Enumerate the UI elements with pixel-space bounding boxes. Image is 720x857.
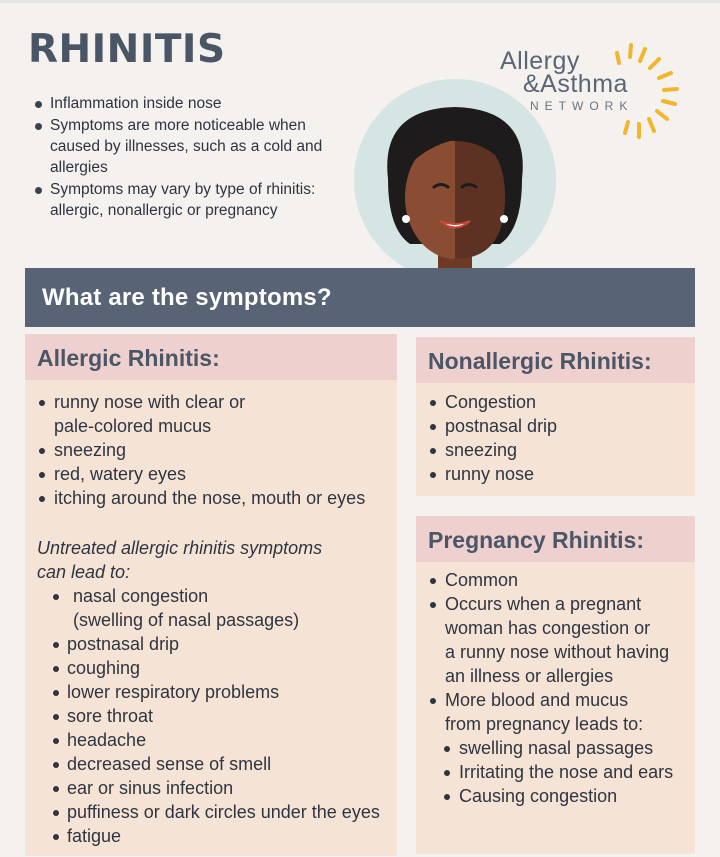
intro-list xyxy=(33,93,353,222)
panel-header xyxy=(416,516,695,562)
list-item: headache xyxy=(51,728,396,752)
banner-heading: What are the symptoms? xyxy=(42,284,332,311)
list-item: puffiness or dark circles under the eyes xyxy=(51,800,396,824)
panel-title: Nonallergic Rhinitis: xyxy=(428,348,652,374)
allergic-symptom-list xyxy=(37,390,392,510)
list-item: pale-colored mucus xyxy=(54,416,212,436)
pregnancy-sub-list xyxy=(442,736,692,808)
leads-to-list xyxy=(51,584,396,848)
list-item: from pregnancy leads to: xyxy=(445,714,644,734)
list-item: lower respiratory problems xyxy=(51,680,396,704)
list-item: ear or sinus infection xyxy=(51,776,396,800)
pregnancy-symptom-list xyxy=(428,568,693,736)
list-item: sore throat xyxy=(51,704,396,728)
pregnancy-rhinitis-panel xyxy=(416,516,695,854)
list-item: red, watery eyes xyxy=(37,462,392,486)
list-item: Occurs when a pregnant xyxy=(428,592,693,616)
list-item: sneezing xyxy=(37,438,392,462)
nonallergic-rhinitis-panel xyxy=(416,337,695,496)
list-item: an illness or allergies xyxy=(445,666,614,686)
list-item: woman has congestion or xyxy=(445,618,651,638)
logo-text: NETWORK xyxy=(530,99,634,113)
list-item: itching around the nose, mouth or eyes xyxy=(37,486,392,510)
note-line: can lead to: xyxy=(37,562,131,582)
list-item: Causing congestion xyxy=(442,784,692,808)
list-item: postnasal drip xyxy=(428,414,688,438)
list-item: runny nose with clear or xyxy=(37,390,392,414)
panel-header xyxy=(416,337,695,383)
logo-text: Allergy xyxy=(500,47,580,75)
intro-item: Symptoms may vary by type of rhinitis: allergic, nonallergic or pregnancy xyxy=(33,179,353,221)
allergic-rhinitis-panel xyxy=(25,334,397,856)
panel-title: Allergic Rhinitis: xyxy=(37,345,220,371)
list-item: runny nose xyxy=(428,462,688,486)
list-item: swelling nasal passages xyxy=(442,736,692,760)
untreated-note xyxy=(37,536,322,584)
intro-item: Symptoms are more noticeable when caused by illnesses, such as a cold and allergies xyxy=(33,115,353,178)
list-item: sneezing xyxy=(428,438,688,462)
list-item: a runny nose without having xyxy=(445,642,670,662)
panel-header xyxy=(25,334,397,380)
list-item: Common xyxy=(428,568,693,592)
list-item: Irritating the nose and ears xyxy=(442,760,692,784)
list-item: Congestion xyxy=(428,390,688,414)
list-item: (swelling of nasal passages) xyxy=(73,610,300,630)
intro-item: Inflammation inside nose xyxy=(33,93,353,114)
page-title: RHINITIS xyxy=(28,27,226,72)
list-item: More blood and mucus xyxy=(428,688,693,712)
nonallergic-symptom-list xyxy=(428,390,688,486)
note-line: Untreated allergic rhinitis symptoms xyxy=(37,538,323,558)
list-item: decreased sense of smell xyxy=(51,752,396,776)
list-item: postnasal drip xyxy=(51,632,396,656)
list-item: fatigue xyxy=(51,824,396,848)
panel-title: Pregnancy Rhinitis: xyxy=(428,527,644,553)
sun-icon xyxy=(597,41,697,151)
list-item: nasal congestion xyxy=(51,584,396,608)
list-item: coughing xyxy=(51,656,396,680)
logo-text: &Asthma xyxy=(523,70,628,98)
